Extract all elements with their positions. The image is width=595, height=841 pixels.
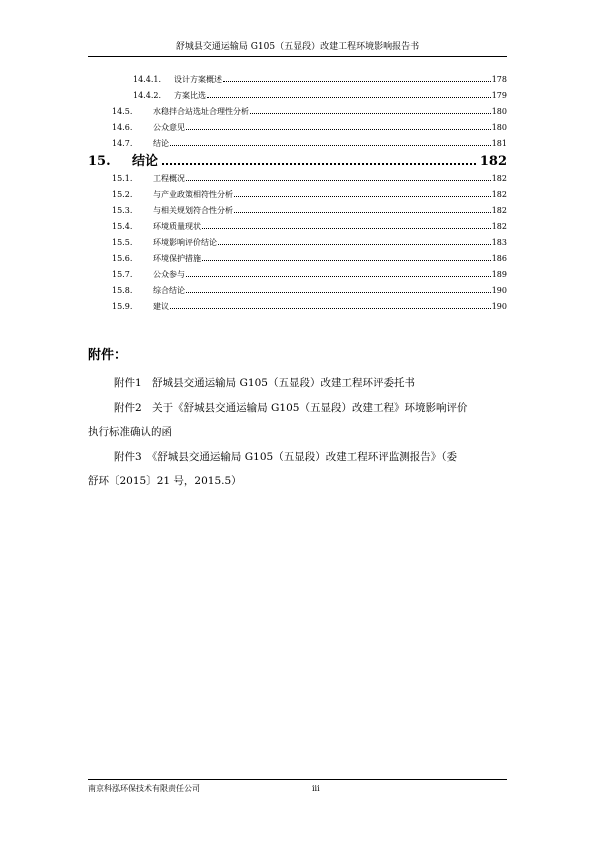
toc-leader-dots — [186, 121, 491, 130]
toc-entry-page: 179 — [491, 91, 507, 100]
toc-entry-title: 环境保护措施 — [153, 254, 201, 263]
toc-entry-number: 14.4.2. — [133, 91, 161, 100]
attachment-1-text: 附件1 舒城县交通运输局 G105（五显段）改建工程环评委托书 — [114, 377, 415, 389]
toc-entry-number: 14.6. — [112, 123, 133, 132]
toc-entry-title: 方案比选 — [174, 91, 206, 100]
toc-entry-number: 14.7. — [112, 139, 133, 148]
attachment-3-text-continued: 舒环〔2015〕21 号，2015.5） — [88, 475, 242, 487]
toc-entry-15-3[interactable] — [112, 204, 507, 216]
attachment-2-continued — [88, 421, 172, 443]
toc-entry-15-6[interactable] — [112, 252, 507, 264]
toc-entry-page: 182 — [491, 190, 507, 199]
toc-entry-page: 180 — [491, 123, 507, 132]
toc-chapter-15[interactable] — [88, 151, 507, 169]
toc-entry-title: 水稳拌合站选址合理性分析 — [153, 107, 249, 116]
toc-entry-page: 181 — [491, 139, 507, 148]
toc-entry-15-5[interactable] — [112, 236, 507, 248]
toc-entry-15-4[interactable] — [112, 220, 507, 232]
attachment-3-continued — [88, 470, 242, 492]
toc-leader-dots — [186, 268, 491, 277]
toc-chapter-page: 182 — [479, 154, 507, 169]
toc-chapter-number: 15. — [88, 154, 111, 169]
toc-entry-number: 15.5. — [112, 238, 133, 247]
toc-entry-title: 与相关规划符合性分析 — [153, 206, 233, 215]
toc-entry-14-6[interactable] — [112, 121, 507, 133]
toc-entry-14-4-2[interactable] — [133, 89, 507, 101]
toc-chapter-title: 结论 — [132, 154, 159, 169]
footer-company: 南京科泓环保技术有限责任公司 — [88, 784, 200, 793]
toc-entry-title: 设计方案概述 — [174, 75, 222, 84]
toc-leader-dots — [250, 105, 491, 114]
page-header — [88, 40, 507, 57]
toc-entry-number: 15.2. — [112, 190, 133, 199]
attachment-1 — [114, 372, 415, 394]
toc-leader-dots — [170, 137, 491, 146]
toc-entry-title: 综合结论 — [153, 286, 185, 295]
toc-entry-number: 14.5. — [112, 107, 133, 116]
toc-entry-number: 14.4.1. — [133, 75, 161, 84]
toc-entry-15-2[interactable] — [112, 188, 507, 200]
toc-entry-page: 178 — [491, 75, 507, 84]
toc-entry-page: 182 — [491, 174, 507, 183]
attachment-3 — [114, 446, 457, 468]
toc-leader-dots — [202, 220, 491, 229]
toc-entry-title: 公众参与 — [153, 270, 185, 279]
toc-entry-page: 183 — [491, 238, 507, 247]
footer-page-number: iii — [312, 784, 320, 793]
toc-entry-number: 15.4. — [112, 222, 133, 231]
toc-entry-14-5[interactable] — [112, 105, 507, 117]
attachment-3-text: 附件3 《舒城县交通运输局 G105（五显段）改建工程环评监测报告》（委 — [114, 451, 457, 463]
attachment-2-text-continued: 执行标准确认的函 — [88, 426, 172, 438]
toc-leader-dots — [202, 252, 491, 261]
toc-entry-15-7[interactable] — [112, 268, 507, 280]
attachment-2-text: 附件2 关于《舒城县交通运输局 G105（五显段）改建工程》环境影响评价 — [114, 402, 468, 414]
toc-leader-dots — [234, 204, 491, 213]
toc-leader-dots — [223, 73, 491, 82]
toc-leader-dots — [218, 236, 491, 245]
toc-entry-14-4-1[interactable] — [133, 73, 507, 85]
toc-entry-15-8[interactable] — [112, 284, 507, 296]
toc-entry-number: 15.6. — [112, 254, 133, 263]
toc-entry-number: 15.7. — [112, 270, 133, 279]
toc-entry-title: 公众意见 — [153, 123, 185, 132]
toc-entry-page: 182 — [491, 206, 507, 215]
page-footer — [88, 779, 507, 794]
toc-leader-dots — [170, 300, 491, 309]
toc-entry-page: 180 — [491, 107, 507, 116]
toc-entry-page: 189 — [491, 270, 507, 279]
toc-entry-number: 15.3. — [112, 206, 133, 215]
toc-entry-title: 与产业政策相符性分析 — [153, 190, 233, 199]
header-title: 舒城县交通运输局 G105（五显段）改建工程环境影响报告书 — [175, 42, 420, 52]
toc-entry-number: 15.9. — [112, 302, 133, 311]
toc-entry-number: 15.8. — [112, 286, 133, 295]
toc-entry-number: 15.1. — [112, 174, 133, 183]
toc-entry-15-9[interactable] — [112, 300, 507, 312]
toc-leader-dots — [186, 172, 491, 181]
toc-entry-title: 环境影响评价结论 — [153, 238, 217, 247]
attachment-2 — [114, 397, 467, 419]
toc-entry-14-7[interactable] — [112, 137, 507, 149]
toc-leader-dots — [234, 188, 491, 197]
toc-entry-title: 工程概况 — [153, 174, 185, 183]
toc-entry-page: 190 — [491, 302, 507, 311]
toc-entry-15-1[interactable] — [112, 172, 507, 184]
toc-entry-page: 182 — [491, 222, 507, 231]
toc-entry-title: 环境质量现状 — [153, 222, 201, 231]
toc-entry-title: 结论 — [153, 139, 169, 148]
toc-leader-dots — [207, 89, 491, 98]
attachments-heading: 附件： — [88, 348, 128, 363]
toc-leader-dots — [162, 151, 476, 165]
toc-entry-page: 186 — [491, 254, 507, 263]
toc-entry-page: 190 — [491, 286, 507, 295]
toc-leader-dots — [186, 284, 491, 293]
toc-entry-title: 建议 — [153, 302, 169, 311]
